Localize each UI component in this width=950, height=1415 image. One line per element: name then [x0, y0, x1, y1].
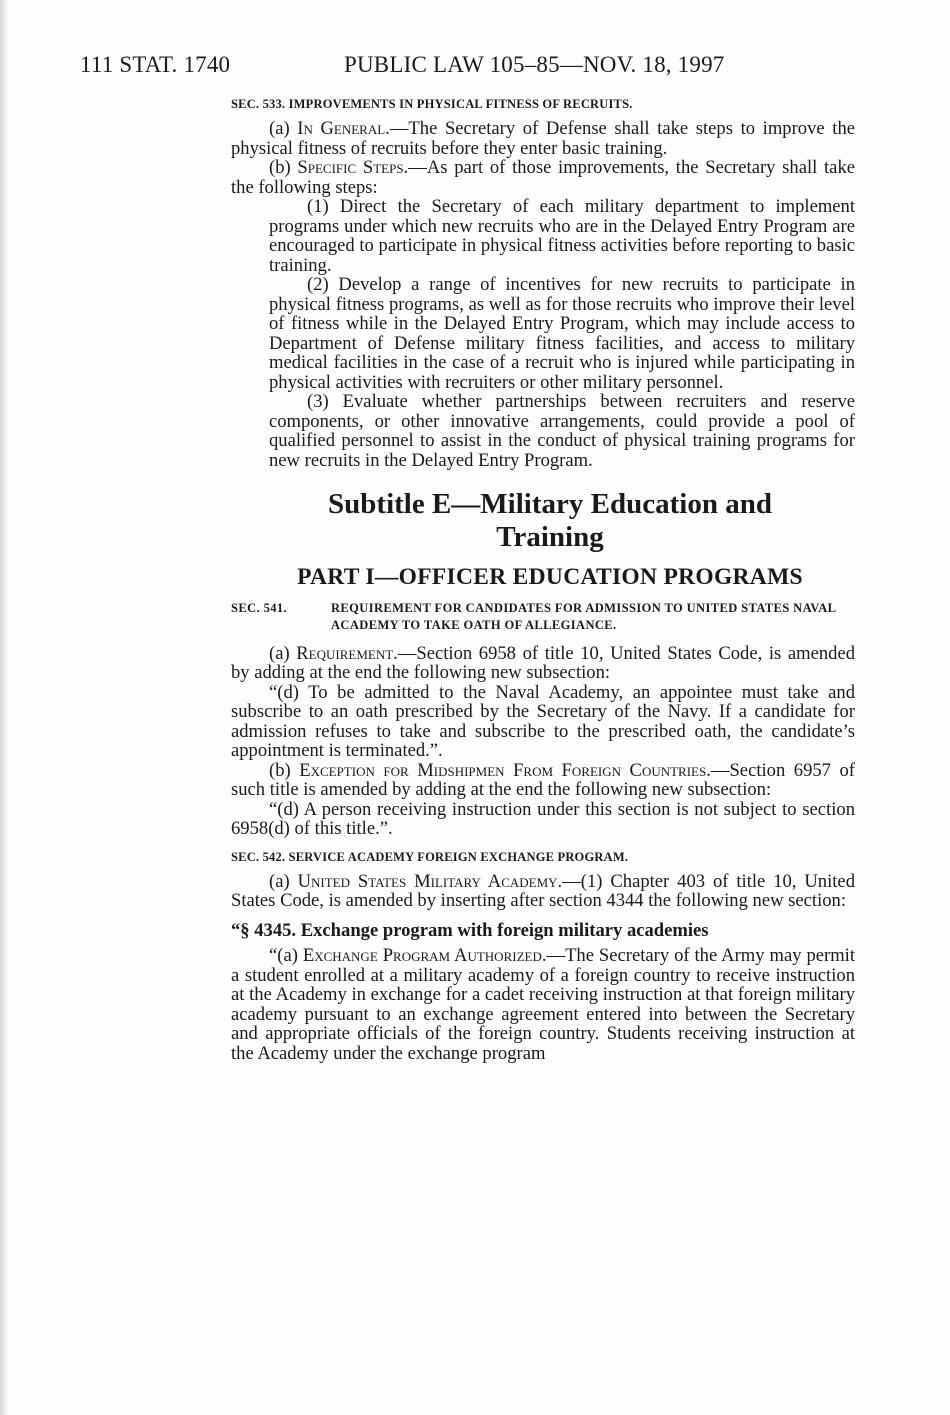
subsection-caption: In General.: [297, 118, 390, 139]
sec-541-quoted-subsection-d: “(d) To be admitted to the Naval Academy, an appointee must take and subscribe to an oath prescribed by the Secretary of the Navy. If a candidate for admission refuses to take and subscribe to the prescribed oath, the candidate’s appointment is terminated.”.: [231, 681, 855, 761]
section-title: REQUIREMENT FOR CANDIDATES FOR ADMISSION TO UNITED STATES NAVAL ACADEMY TO TAKE OATH OF ALLEGIANCE.: [331, 600, 836, 632]
subsection-caption: Specific Steps.: [297, 157, 409, 178]
sec-541-quoted-subsection-d-exception: “(d) A person receiving instruction under this section is not subject to section 6958(d) of this title.”.: [231, 798, 855, 839]
statute-page-number: 111 STAT. 1740: [80, 52, 231, 77]
page-edge-shadow: [0, 0, 9, 1415]
subtitle-heading: Subtitle E—Military Education and Training: [328, 488, 772, 553]
subsection-caption: United States Military Academy.: [297, 870, 563, 892]
subsection-caption: Exception for Midshipmen From Foreign Countries.: [299, 759, 711, 781]
sec-542-subsection-a: (a) United States Military Academy.—(1) Chapter 403 of title 10, United States Code, is amended by inserting after section 4344 the following new section:: [231, 870, 855, 911]
public-law-citation: PUBLIC LAW 105–85—NOV. 18, 1997: [344, 52, 725, 77]
section-number: SEC. 541.: [231, 600, 288, 615]
document-body: [231, 96, 855, 1063]
sec-541-heading: [231, 600, 855, 634]
sec-533-heading: SEC. 533. IMPROVEMENTS IN PHYSICAL FITNESS OF RECRUITS.: [231, 97, 633, 111]
sec-533-subsection-a: (a) In General.—The Secretary of Defense shall take steps to improve the physical fitness of recruits before they enter basic training.: [231, 118, 855, 159]
sec-533-step-3: (3) Evaluate whether partnerships between recruiters and reserve components, or other innovative arrangements, could provide a pool of qualified personnel to assist in the conduct of physical training programs for new recruits in the Delayed Entry Program.: [269, 391, 855, 471]
sec-541-subsection-a: (a) Requirement.—Section 6958 of title 10, United States Code, is amended by adding at the end the following new subsection:: [231, 642, 855, 683]
sec-533-subsection-b: (b) Specific Steps.—As part of those improvements, the Secretary shall take the following steps:: [231, 157, 855, 198]
subsection-caption: Exchange Program Authorized.: [302, 945, 547, 966]
section-4345-title: “§ 4345. Exchange program with foreign military academies: [231, 919, 709, 941]
sec-533-step-1: (1) Direct the Secretary of each military department to implement programs under which new recruits who are in the Delayed Entry Program are encouraged to participate in physical fitness activities before reporting to basic training.: [269, 196, 855, 276]
sec-533-step-2: (2) Develop a range of incentives for new recruits to participate in physical fitness programs, as well as for those recruits who improve their level of fitness while in the Delayed Entry Program, which may include access to Department of Defense military fitness facilities, and access to military medical facilities in the case of a recruit who is injured while participating in physical activities with recruiters or other military personnel.: [269, 274, 855, 393]
part-heading: PART I—OFFICER EDUCATION PROGRAMS: [297, 564, 803, 590]
sec-4345-subsection-a: “(a) Exchange Program Authorized.—The Secretary of the Army may permit a student enrolled at a military academy of a foreign country to receive instruction at the Academy in exchange for a cadet receiving instruction at that foreign military academy pursuant to an exchange agreement entered into between the Secretary and appropriate officials of the foreign country. Students receiving instruction at the Academy under the exchange program: [231, 945, 855, 1064]
sec-541-subsection-b: (b) Exception for Midshipmen From Foreign Countries.—Section 6957 of such title is amended by adding at the end the following new subsection:: [231, 759, 855, 800]
subsection-caption: Requirement.: [296, 642, 398, 664]
sec-542-heading: SEC. 542. SERVICE ACADEMY FOREIGN EXCHANGE PROGRAM.: [231, 849, 629, 864]
